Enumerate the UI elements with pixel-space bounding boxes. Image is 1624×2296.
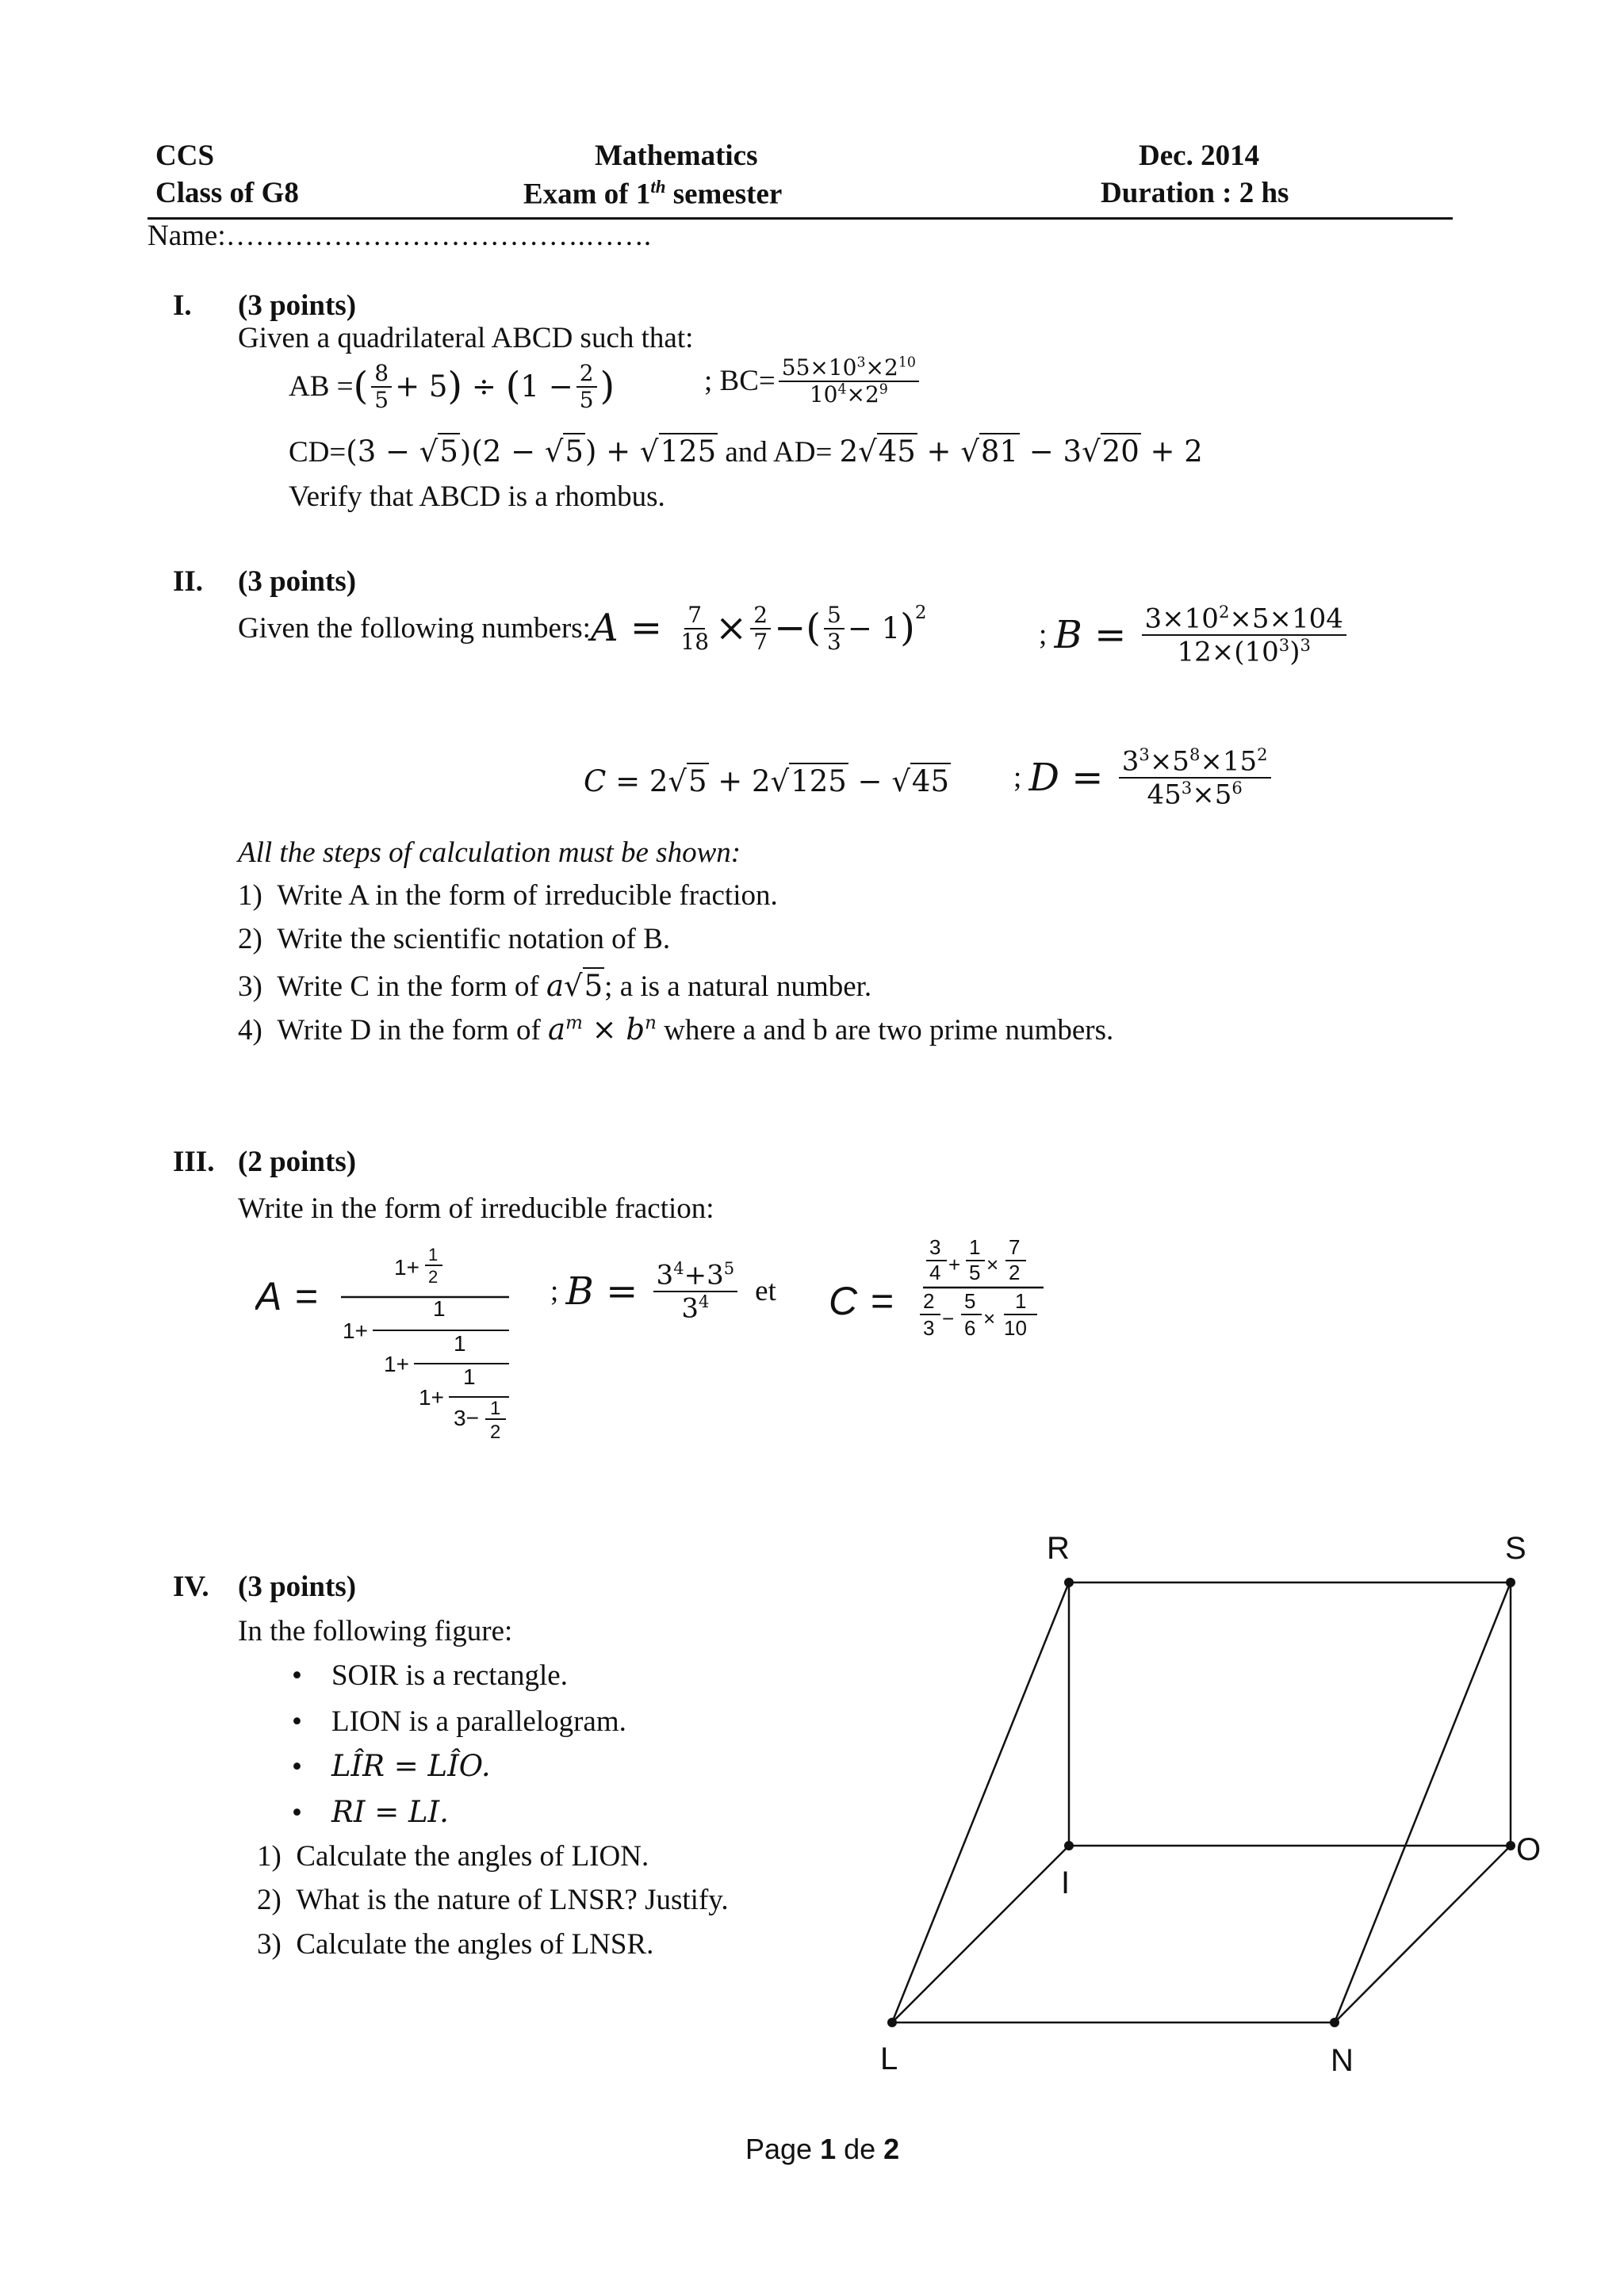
q4-number: IV.	[173, 1571, 209, 1603]
q2-points: (3 points)	[238, 565, 357, 598]
svg-text:2: 2	[923, 1289, 935, 1313]
point-s	[1506, 1578, 1515, 1587]
label-l: L	[880, 2042, 898, 2076]
q4-intro: In the following figure:	[238, 1615, 513, 1647]
svg-text:2: 2	[490, 1422, 501, 1443]
svg-text:6: 6	[964, 1316, 976, 1340]
svg-text:1: 1	[463, 1364, 476, 1389]
point-i	[1064, 1841, 1074, 1850]
q4-bullet-1: • SOIR is a rectangle.	[292, 1659, 568, 1692]
q3-c-expression	[825, 1227, 1063, 1374]
svg-text:1: 1	[490, 1398, 501, 1419]
q2-a-expression: Given the following numbers: A = $\frac{7}{18}$ × $\frac{2}{7}$ − ( $\frac{5}{3}$ − 1 ) $^2$	[238, 602, 927, 656]
point-o	[1506, 1841, 1515, 1850]
point-r	[1064, 1578, 1074, 1587]
q3-number: III.	[173, 1146, 215, 1178]
page-number: Page 1 de 2	[745, 2133, 900, 2165]
svg-text:1: 1	[454, 1331, 466, 1356]
segment-li	[892, 1846, 1069, 2022]
svg-text:1: 1	[433, 1296, 446, 1321]
q4-bullet-4: • RI = LI.	[292, 1795, 449, 1829]
q3-a-expression	[255, 1245, 525, 1447]
q2-item-1: 1) Write A in the form of irreducible fraction.	[238, 879, 778, 912]
q1-bc-expression: ; BC= $\frac{55\times 10^3\times 2^{10}}{10^4\times 2^9}$	[704, 355, 922, 408]
q1-cd-ad-expression: CD=(3 − √5)(2 − √5) + √125 and AD= 2√45 + √81 − 3√20 + 2	[289, 434, 1203, 469]
q1-number: I.	[173, 289, 192, 322]
svg-text:2: 2	[1009, 1261, 1021, 1284]
svg-text:3: 3	[923, 1316, 935, 1340]
q1-ab-expression: AB = ( $\frac{8}{5}$ + 5 ) ÷ ( 1 − $\frac{2}{5}$ )	[289, 360, 615, 414]
segment-rl	[892, 1582, 1069, 2022]
q4-bullet-2: • LION is a parallelogram.	[292, 1705, 626, 1738]
segment-sn	[1335, 1582, 1511, 2022]
label-r: R	[1047, 1531, 1070, 1566]
q2-b-expression: ; B = $\frac{3\times 10^2\times 5\times 104}{12\times(10^3)^3}$	[1039, 603, 1350, 668]
svg-text:1+: 1+	[419, 1385, 444, 1410]
svg-text:1+: 1+	[343, 1318, 368, 1343]
q3-intro: Write in the form of irreducible fraction:	[238, 1192, 714, 1225]
q2-c-expression: C = 2√5 + 2√125 − √45	[584, 764, 949, 798]
q1-task: Verify that ABCD is a rhombus.	[289, 480, 665, 513]
q4-item-3: 3) Calculate the angles of LNSR.	[257, 1928, 654, 1961]
q4-bullet-3: • LÎR = LÎO.	[292, 1749, 491, 1783]
q2-note: All the steps of calculation must be shown:	[238, 836, 741, 869]
svg-text:A: A	[255, 1274, 282, 1318]
geometry-figure	[856, 1506, 1570, 2093]
label-i: I	[1061, 1866, 1071, 1900]
svg-text:1: 1	[428, 1245, 439, 1265]
q2-item-4: 4) Write D in the form of $a^m \times b^n$ where a and b are two prime numbers.	[238, 1012, 1114, 1047]
svg-text:3: 3	[929, 1235, 941, 1259]
svg-text:C: C	[829, 1279, 858, 1323]
label-n: N	[1331, 2043, 1354, 2078]
svg-text:−: −	[942, 1307, 955, 1330]
svg-text:×: ×	[983, 1307, 996, 1330]
svg-text:7: 7	[1009, 1235, 1021, 1259]
q3-points: (2 points)	[238, 1146, 357, 1178]
svg-text:1: 1	[1015, 1289, 1027, 1313]
svg-text:1+: 1+	[394, 1255, 419, 1280]
q4-points: (3 points)	[238, 1571, 357, 1603]
q3-b-expression: ; B = $\frac{3^4+3^5}{3^4}$ et	[550, 1258, 776, 1325]
svg-text:=: =	[295, 1274, 319, 1318]
q1-points: (3 points)	[238, 289, 357, 322]
q2-item-2: 2) Write the scientific notation of B.	[238, 923, 671, 955]
svg-text:3−: 3−	[454, 1406, 479, 1430]
point-n	[1330, 2018, 1339, 2027]
point-l	[887, 2018, 897, 2027]
svg-text:4: 4	[929, 1261, 941, 1284]
segment-no	[1335, 1846, 1511, 2022]
student-name-line: Name:……………………………….…….	[147, 220, 652, 252]
q2-d-expression: ; D = $\frac{3^3\times 5^8\times 15^2}{45^3\times 5^6}$	[1013, 745, 1274, 811]
q4-item-1: 1) Calculate the angles of LION.	[257, 1840, 649, 1873]
svg-text:+: +	[948, 1253, 961, 1276]
exam-date: Dec. 2014	[1139, 140, 1260, 172]
q2-item-3: 3) Write C in the form of a√5; a is a natural number.	[238, 969, 872, 1003]
svg-text:2: 2	[428, 1267, 439, 1287]
school-name: CCS	[155, 140, 215, 172]
exam-title: Exam of 1th semester	[523, 177, 783, 211]
svg-text:5: 5	[969, 1261, 981, 1284]
label-s: S	[1505, 1531, 1526, 1566]
class-name: Class of G8	[155, 177, 299, 209]
svg-text:1: 1	[969, 1235, 981, 1259]
svg-text:5: 5	[964, 1289, 976, 1313]
q2-number: II.	[173, 565, 204, 598]
q4-item-2: 2) What is the nature of LNSR? Justify.	[257, 1884, 729, 1916]
svg-text:10: 10	[1004, 1316, 1027, 1340]
svg-text:1+: 1+	[384, 1352, 409, 1376]
exam-duration: Duration : 2 hs	[1101, 177, 1289, 209]
label-o: O	[1516, 1832, 1542, 1867]
q1-intro: Given a quadrilateral ABCD such that:	[238, 322, 694, 354]
subject: Mathematics	[595, 140, 758, 172]
svg-text:=: =	[871, 1279, 894, 1323]
svg-text:×: ×	[986, 1253, 999, 1276]
